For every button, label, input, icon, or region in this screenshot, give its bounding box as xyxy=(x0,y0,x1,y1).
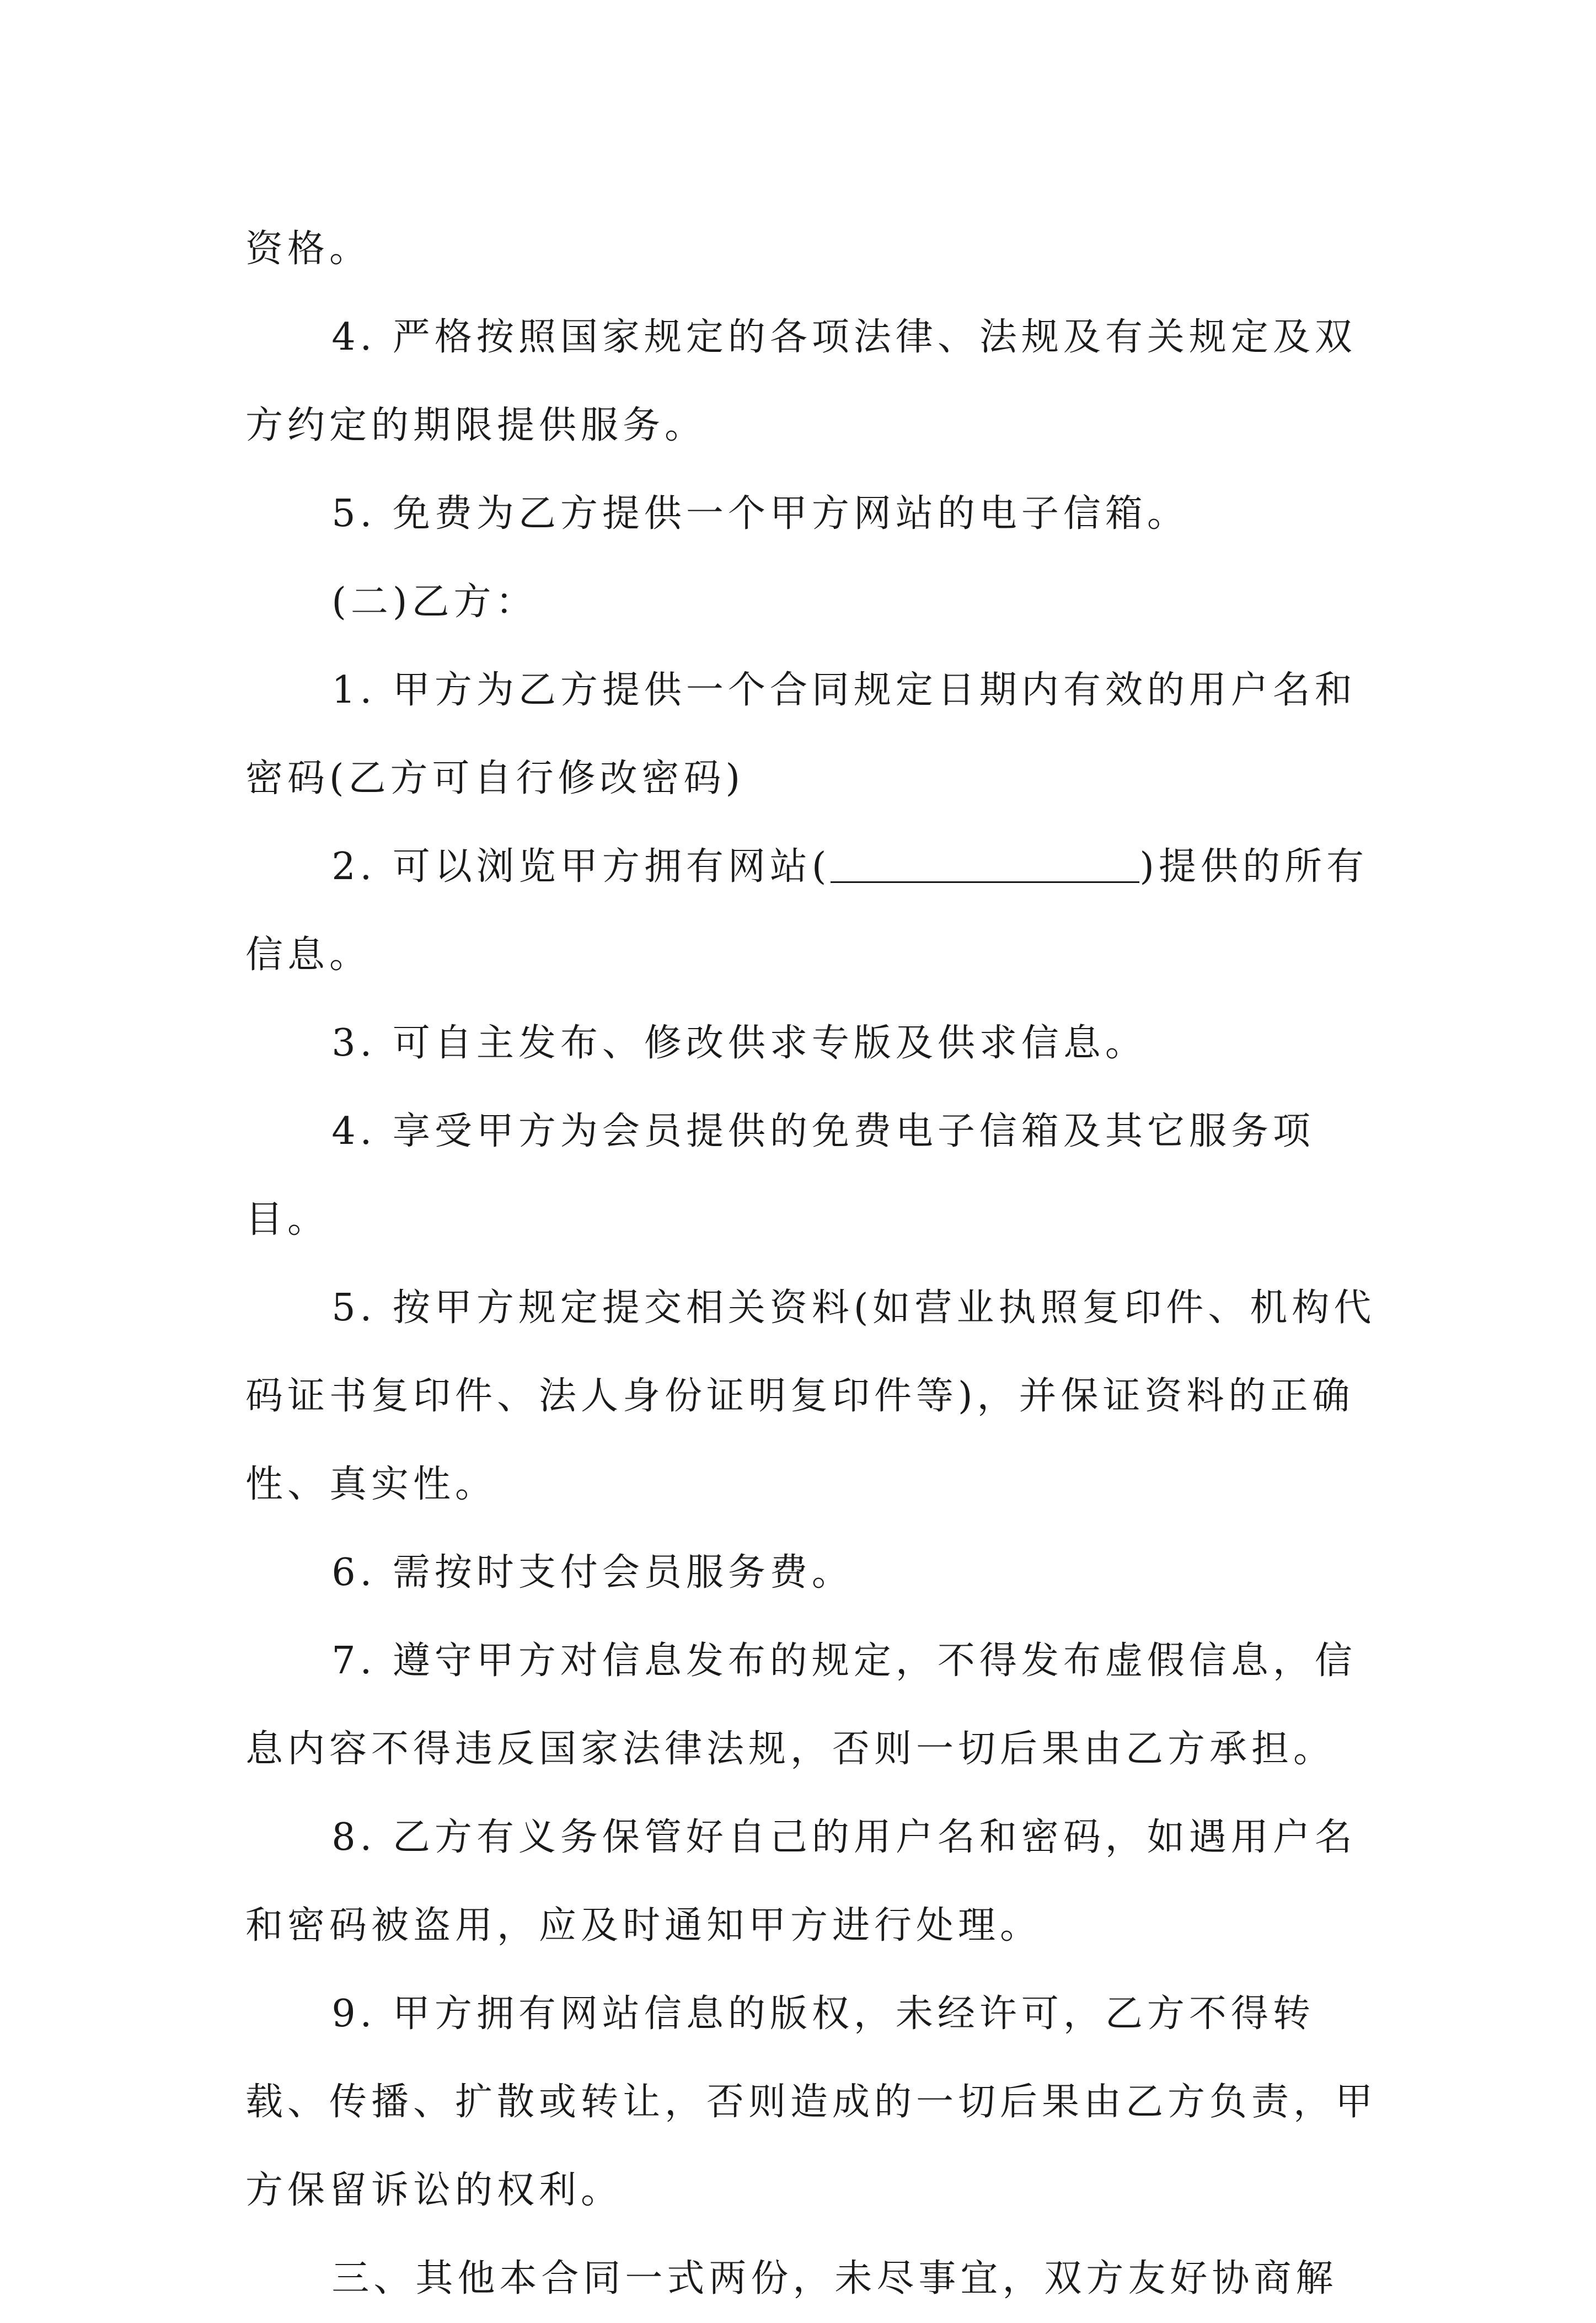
paragraph-yi-clause-1: 1. 甲方为乙方提供一个合同规定日期内有效的用户名和密码(乙方可自行修改密码) xyxy=(245,668,1357,800)
clause-2-text-after: )提供的所有信息。 xyxy=(245,845,1368,977)
paragraph-jia-clause-5: 5. 免费为乙方提供一个甲方网站的电子信箱。 xyxy=(331,492,1189,536)
section-heading-yi: (二)乙方： xyxy=(331,580,538,624)
document-body xyxy=(245,205,1381,2323)
paragraph-yi-clause-5: 5. 按甲方规定提交相关资料(如营业执照复印件、机构代码证书复印件、法人身份证明复印件等)，并保证资料的正确性、真实性。 xyxy=(245,1286,1376,1506)
paragraph-continuation: 资格。 xyxy=(245,227,372,271)
paragraph-yi-clause-8: 8. 乙方有义务保管好自己的用户名和密码，如遇用户名和密码被盗用，应及时通知甲方进行处理。 xyxy=(245,1816,1357,1947)
paragraph-yi-clause-3: 3. 可自主发布、修改供求专版及供求信息。 xyxy=(331,1021,1147,1065)
website-blank-line xyxy=(831,844,1139,883)
paragraph-yi-clause-6: 6. 需按时支付会员服务费。 xyxy=(331,1551,854,1594)
clause-2-text-before: 2. 可以浏览甲方拥有网站( xyxy=(331,845,831,888)
paragraph-yi-clause-9: 9. 甲方拥有网站信息的版权，未经许可，乙方不得转载、传播、扩散或转让，否则造成的一切后果由乙方负责，甲方保留诉讼的权利。 xyxy=(245,1992,1378,2212)
paragraph-yi-clause-4: 4. 享受甲方为会员提供的免费电子信箱及其它服务项目。 xyxy=(245,1110,1315,1241)
paragraph-jia-clause-4: 4. 严格按照国家规定的各项法律、法规及有关规定及双方约定的期限提供服务。 xyxy=(245,315,1357,447)
paragraph-yi-clause-7: 7. 遵守甲方对信息发布的规定，不得发布虚假信息，信息内容不得违反国家法律法规，否则一切后果由乙方承担。 xyxy=(245,1639,1357,1771)
paragraph-yi-clause-2 xyxy=(245,823,1381,999)
section-three-other: 三、其他本合同一式两份，未尽事宜，双方友好协商解 xyxy=(331,2257,1338,2300)
